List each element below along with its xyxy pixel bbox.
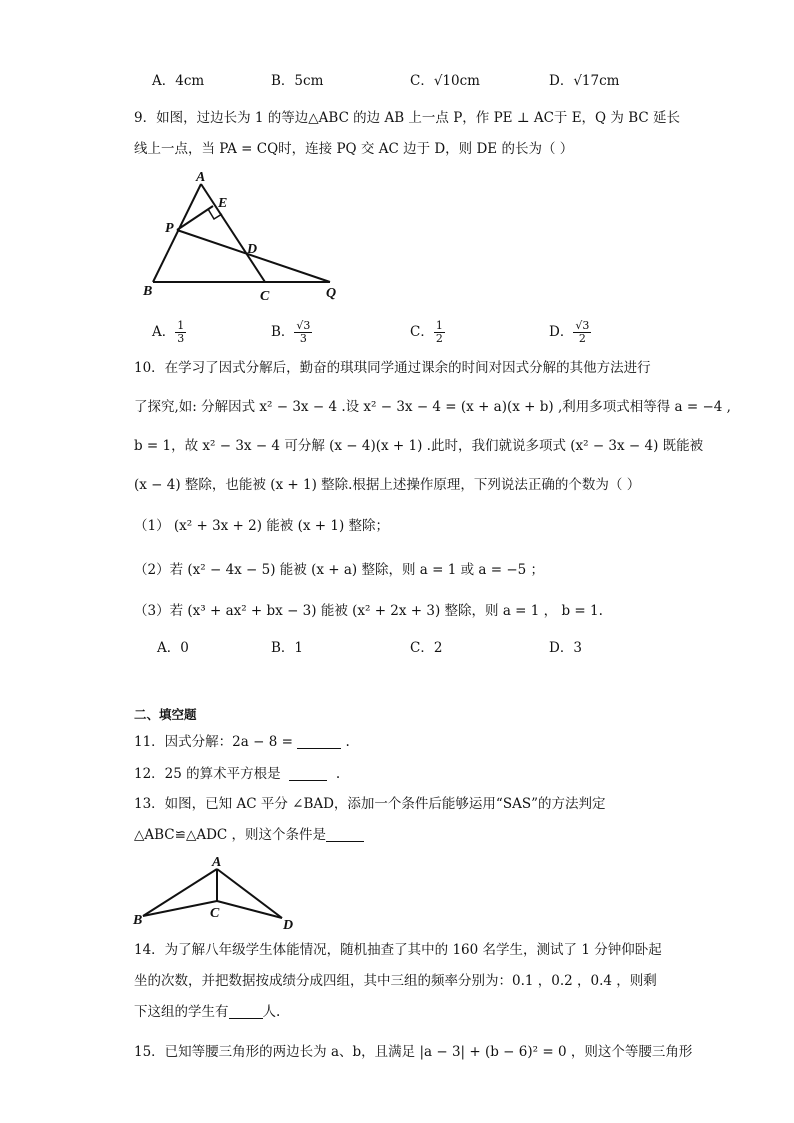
q10-option-c: C．2 <box>410 640 443 656</box>
q9-label-q: Q <box>326 286 337 301</box>
q11-text: 11．因式分解：2a − 8 = . <box>134 734 350 750</box>
section-title-fill-in: 二、填空题 <box>134 707 197 722</box>
q8-option-a: A．4cm <box>152 73 205 89</box>
q10-option-d: D．3 <box>549 640 582 656</box>
q10-item-3: （3）若 (x³ + ax² + bx − 3) 能被 (x² + 2x + 3) 整除，则 a = 1 ， b = 1. <box>134 603 603 619</box>
q9-side-ab <box>153 184 201 282</box>
q8-option-d: D．√17cm <box>549 73 620 89</box>
q11-answer-blank[interactable] <box>297 734 341 749</box>
q12-text: 12．25 的算术平方根是 . <box>134 766 341 782</box>
q9-option-c: C． $\frac{1}{2}$ <box>410 319 443 345</box>
q13-answer-blank[interactable] <box>326 827 364 842</box>
q14-text-line2: 坐的次数，并把数据按成绩分成四组，其中三组的频率分别为：0.1 ，0.2 ，0.4 ，则剩 <box>134 973 657 989</box>
q10-option-b: B．1 <box>271 640 304 656</box>
q10-item-1: （1） (x² + 3x + 2) 能被 (x + 1) 整除； <box>134 518 390 534</box>
q9-label-a: A <box>196 170 206 185</box>
q12-answer-blank[interactable] <box>289 766 327 781</box>
q13-label-b: B <box>133 913 143 928</box>
q10-text-line3: b = 1，故 x² − 3x − 4 可分解 (x − 4)(x + 1) .此时，我们就说多项式 (x² − 3x − 4) 既能被 <box>134 438 704 454</box>
q13-text-line2: △ABC≌△ADC ，则这个条件是 <box>134 825 364 845</box>
q9-text-line1: 9．如图，过边长为 1 的等边△ABC 的边 AB 上一点 P，作 PE ⊥ AC于 E，Q 为 BC 延长 <box>134 110 680 126</box>
q10-option-a: A．0 <box>157 640 189 656</box>
q13-label-a: A <box>212 855 222 870</box>
q13-text-line1: 13．如图，已知 AC 平分 ∠BAD，添加一个条件后能够运用“SAS”的方法判定 <box>134 796 606 812</box>
q8-option-c: C．√10cm <box>410 73 480 89</box>
q9-label-b: B <box>143 284 153 299</box>
q10-text-line1: 10．在学习了因式分解后，勤奋的琪琪同学通过课余的时间对因式分解的其他方法进行 <box>134 360 651 376</box>
q13-label-c: C <box>210 906 220 921</box>
q9-text-line2: 线上一点，当 PA = CQ时，连接 PQ 交 AC 边于 D，则 DE 的长为（ ） <box>134 141 574 157</box>
q10-text-line2: 了探究,如: 分解因式 x² − 3x − 4 .设 x² − 3x − 4 = (x + a)(x + b) ,利用多项式相等得 a = −4 , <box>134 399 731 415</box>
q13-line-ad <box>217 869 282 918</box>
q9-side-ac <box>201 184 265 282</box>
q14-answer-blank[interactable] <box>229 1004 263 1019</box>
q14-text-line1: 14．为了解八年级学生体能情况，随机抽查了其中的 160 名学生，测试了 1 分钟仰卧起 <box>134 942 662 958</box>
q13-figure <box>130 850 300 932</box>
q9-triangle-figure <box>140 168 350 306</box>
q8-option-b: B．5cm <box>271 73 324 89</box>
q9-option-a: A． $\frac{1}{3}$ <box>152 319 185 345</box>
q9-label-d: D <box>247 242 258 257</box>
q9-option-d: D． $\frac{√3}{2}$ <box>549 319 590 345</box>
q10-item-2: （2）若 (x² − 4x − 5) 能被 (x + a) 整除，则 a = 1 或 a = −5 ； <box>134 562 545 578</box>
q14-text-line3: 下这组的学生有 人. <box>134 1004 281 1020</box>
q9-label-e: E <box>218 196 228 211</box>
q10-text-line4: (x − 4) 整除，也能被 (x + 1) 整除.根据上述操作原理，下列说法正确的个数为（ ） <box>134 477 641 493</box>
q15-text-line1: 15．已知等腰三角形的两边长为 a、b，且满足 |a − 3| + (b − 6)² = 0 ，则这个等腰三角形 <box>134 1044 693 1060</box>
q13-label-d: D <box>283 918 294 932</box>
q9-label-c: C <box>260 289 270 304</box>
q9-option-b: B． $\frac{√3}{3}$ <box>271 319 311 345</box>
q9-label-p: P <box>165 221 174 236</box>
